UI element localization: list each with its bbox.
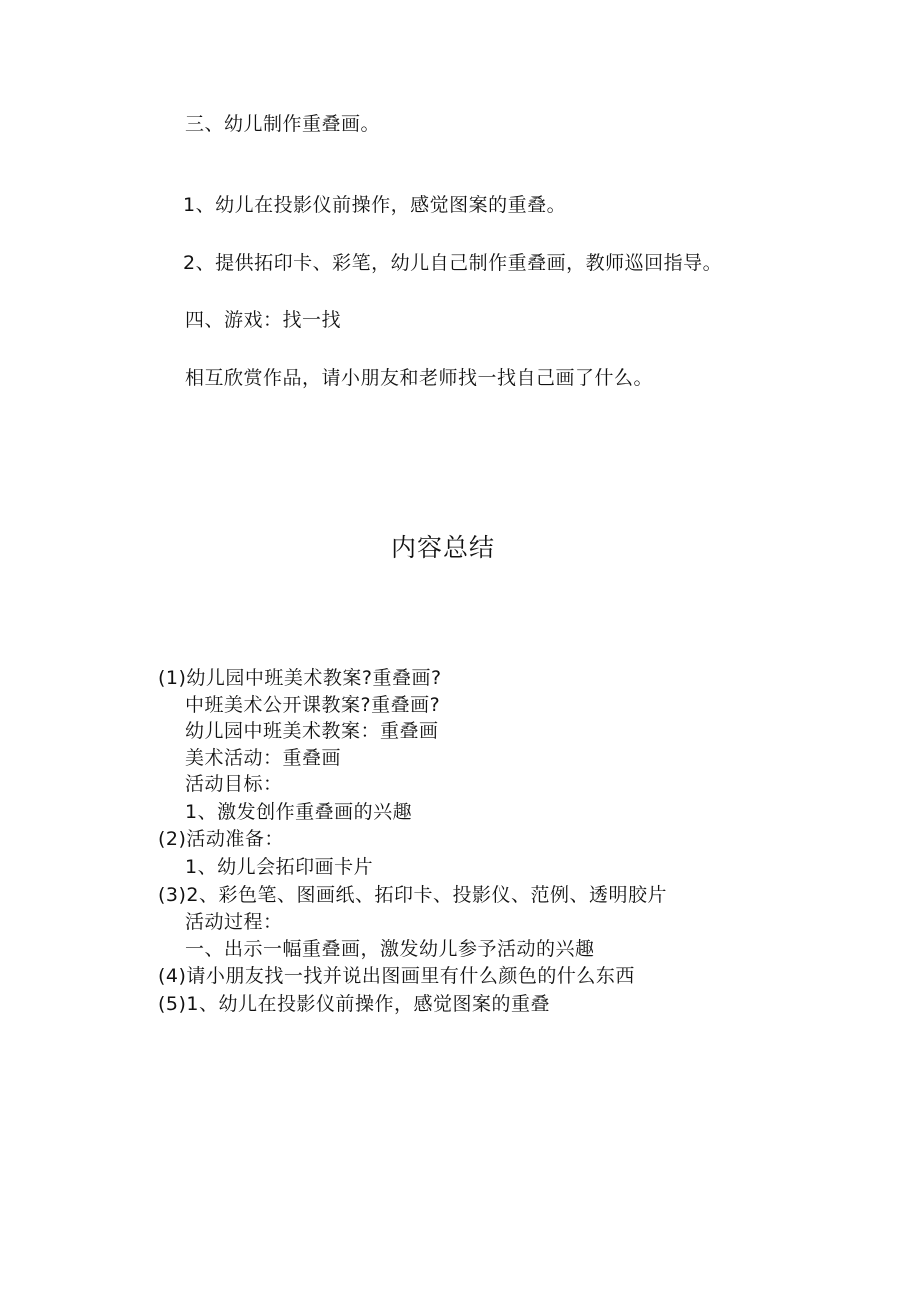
summary-line: 一、出示一幅重叠画，激发幼儿参予活动的兴趣	[185, 938, 595, 960]
step-2-paragraph: 2、提供拓印卡、彩笔，幼儿自己制作重叠画，教师巡回指导。	[183, 252, 723, 274]
summary-line: 1、激发创作重叠画的兴趣	[185, 801, 413, 823]
game-paragraph: 相互欣赏作品，请小朋友和老师找一找自己画了什么。	[185, 367, 654, 389]
summary-line: 中班美术公开课教案?重叠画?	[185, 694, 441, 716]
summary-line: (1)幼儿园中班美术教案?重叠画?	[158, 667, 442, 689]
section-heading-4: 四、游戏：找一找	[185, 309, 342, 331]
summary-line: 活动过程：	[185, 911, 283, 933]
summary-line: 1、幼儿会拓印画卡片	[185, 856, 374, 878]
section-heading-3: 三、幼儿制作重叠画。	[185, 113, 381, 135]
summary-line: (2)活动准备：	[158, 828, 284, 850]
summary-line: (3)2、彩色笔、图画纸、拓印卡、投影仪、范例、透明胶片	[158, 884, 668, 906]
summary-line: 活动目标：	[185, 773, 283, 795]
summary-title: 内容总结	[391, 533, 496, 562]
summary-line: 幼儿园中班美术教案：重叠画	[185, 720, 439, 742]
summary-line: (4)请小朋友找一找并说出图画里有什么颜色的什么东西	[158, 965, 635, 987]
summary-line: (5)1、幼儿在投影仪前操作，感觉图案的重叠	[158, 993, 551, 1015]
summary-line: 美术活动：重叠画	[185, 747, 342, 769]
step-1-paragraph: 1、幼儿在投影仪前操作，感觉图案的重叠。	[183, 194, 567, 216]
